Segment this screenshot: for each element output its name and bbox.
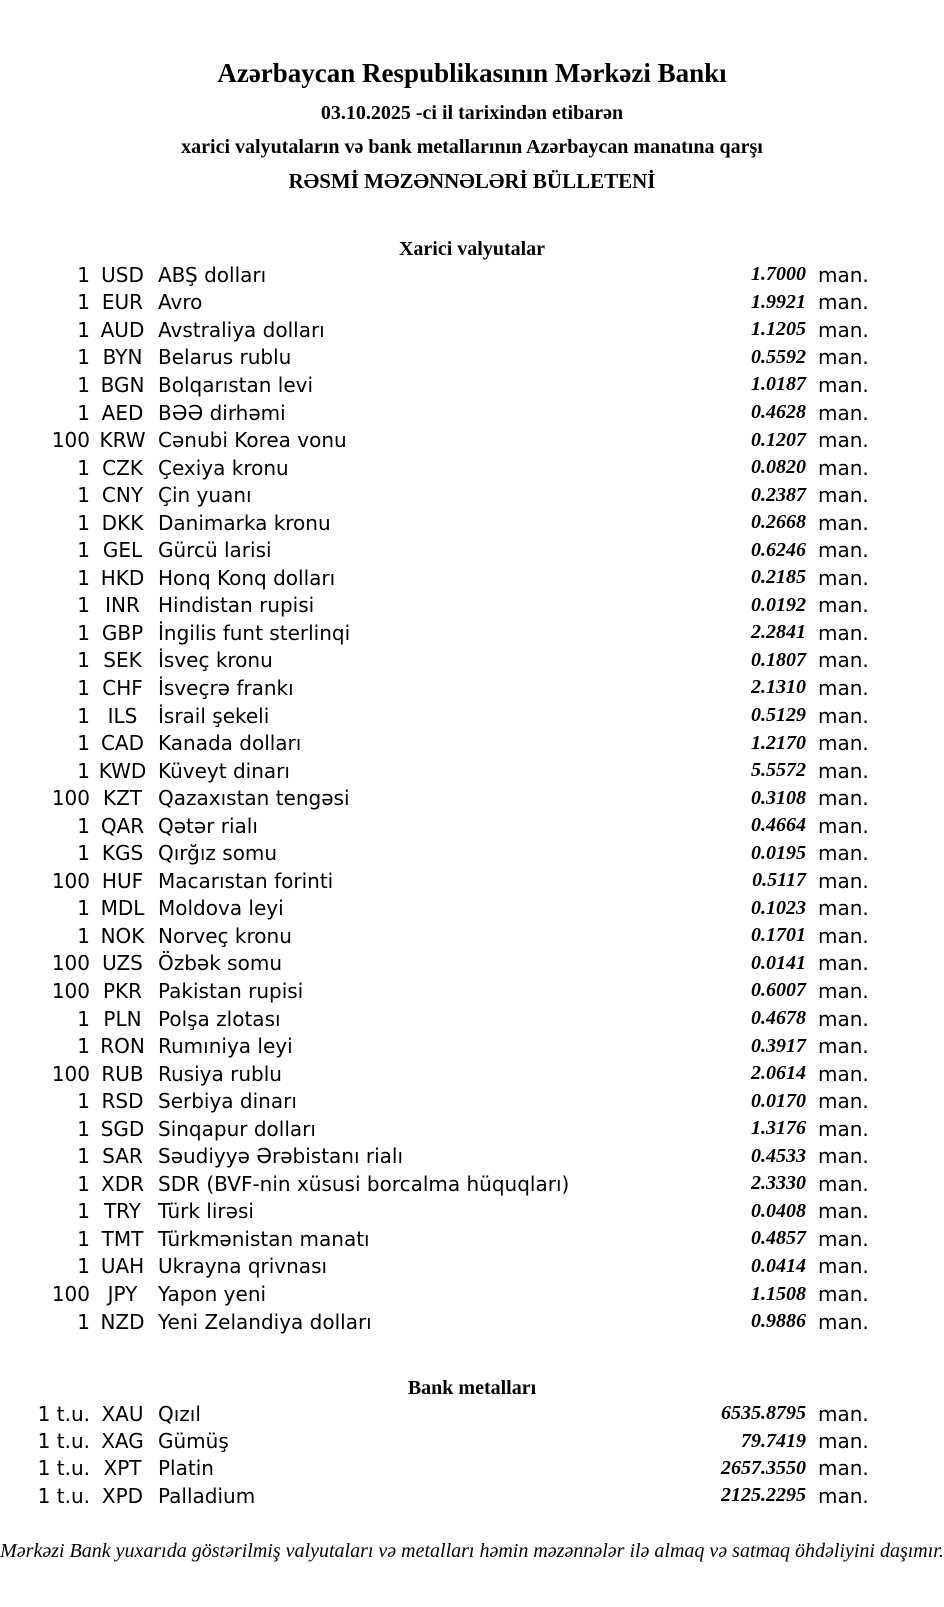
unit-label: man. xyxy=(818,1089,869,1114)
quantity-value: 100 xyxy=(51,868,90,893)
currency-name: Sinqapur dolları xyxy=(158,1116,316,1141)
unit-label: man. xyxy=(818,1429,869,1454)
currency-name: Pakistan rupisi xyxy=(158,978,304,1003)
currency-name: Belarus rublu xyxy=(158,345,292,370)
unit-label: man. xyxy=(818,593,869,618)
currency-name: Norveç kronu xyxy=(158,923,292,948)
unit-label: man. xyxy=(818,951,869,976)
unit-label: man. xyxy=(818,428,869,453)
currency-code: RSD xyxy=(101,1089,144,1114)
rate-value: 0.2185 xyxy=(751,566,806,589)
currency-code: AED xyxy=(101,400,144,425)
rate-value: 2.0614 xyxy=(751,1062,806,1085)
currency-code: PLN xyxy=(103,1006,142,1031)
unit-label: man. xyxy=(818,978,869,1003)
rate-row xyxy=(0,509,944,537)
quantity-value: 100 xyxy=(51,428,90,453)
quantity-value: 1 xyxy=(77,1226,90,1251)
unit-label: man. xyxy=(818,1116,869,1141)
quantity-value: 1 xyxy=(77,1254,90,1279)
unit-label: man. xyxy=(818,400,869,425)
quantity-value: 100 xyxy=(51,951,90,976)
quantity-value: 1 xyxy=(77,703,90,728)
unit-label: man. xyxy=(818,675,869,700)
unit-label: man. xyxy=(818,455,869,480)
currency-code: BYN xyxy=(102,345,143,370)
currency-code: CHF xyxy=(102,675,143,700)
currency-code: KWD xyxy=(98,758,147,783)
currency-name: ABŞ dolları xyxy=(158,262,267,287)
rate-row xyxy=(0,1032,944,1060)
quantity-value: 1 xyxy=(77,758,90,783)
quantity-value: 1 xyxy=(77,841,90,866)
currency-name: Qətər rialı xyxy=(158,813,258,838)
rate-row xyxy=(0,922,944,950)
rate-value: 0.4664 xyxy=(751,814,806,837)
rate-value: 0.0820 xyxy=(751,456,806,479)
rate-row xyxy=(0,454,944,482)
currency-code: CNY xyxy=(101,483,144,508)
currency-name: Türk lirəsi xyxy=(158,1199,254,1224)
currency-name: Honq Konq dolları xyxy=(158,565,336,590)
rate-row xyxy=(0,1427,944,1454)
currency-name: İsveçrə frankı xyxy=(158,675,294,700)
rate-row xyxy=(0,702,944,730)
quantity-value: 100 xyxy=(51,1282,90,1306)
quantity-value: 1 t.u. xyxy=(37,1429,90,1454)
quantity-value: 1 xyxy=(77,565,90,590)
quantity-value: 1 xyxy=(77,896,90,921)
quantity-value: 1 xyxy=(77,455,90,480)
rate-row xyxy=(0,1087,944,1115)
quantity-value: 1 xyxy=(77,923,90,948)
currency-name: Qazaxıstan tengəsi xyxy=(158,786,350,811)
currency-name: İsveç kronu xyxy=(158,648,273,673)
unit-label: man. xyxy=(818,345,869,370)
rate-value: 0.6007 xyxy=(751,979,806,1002)
currency-name: Səudiyyə Ərəbistanı rialı xyxy=(158,1144,404,1169)
currency-code: GEL xyxy=(102,538,143,563)
currency-name: Türkmənistan manatı xyxy=(158,1226,370,1251)
currency-name: Gümüş xyxy=(158,1429,229,1454)
currency-code: KZT xyxy=(102,786,143,811)
unit-label: man. xyxy=(818,538,869,563)
currency-code: ILS xyxy=(107,703,138,728)
unit-label: man. xyxy=(818,1061,869,1086)
rate-row xyxy=(0,564,944,592)
currency-code: USD xyxy=(101,262,144,287)
quantity-value: 1 t.u. xyxy=(37,1401,90,1426)
currency-code: INR xyxy=(105,593,140,618)
rate-value: 0.5592 xyxy=(751,345,806,368)
bulletin-title: RƏSMİ MƏZƏNNƏLƏRİ BÜLLETENİ xyxy=(288,169,656,193)
rate-value: 0.5129 xyxy=(751,704,806,727)
quantity-value: 1 xyxy=(77,510,90,535)
rate-value: 0.6246 xyxy=(751,538,806,561)
metals-table xyxy=(0,1400,944,1510)
rate-value: 6535.8795 xyxy=(721,1402,806,1425)
unit-label: man. xyxy=(818,1171,869,1196)
rate-value: 0.4678 xyxy=(751,1007,806,1030)
unit-label: man. xyxy=(818,565,869,590)
currency-name: Danimarka kronu xyxy=(158,510,331,535)
currency-code: UZS xyxy=(102,951,143,976)
unit-label: man. xyxy=(818,1483,869,1508)
rate-row xyxy=(0,729,944,757)
rate-row xyxy=(0,1143,944,1171)
currency-code: KGS xyxy=(101,841,144,866)
rate-value: 2.1310 xyxy=(751,676,806,699)
rate-value: 2657.3550 xyxy=(721,1456,806,1479)
rate-row xyxy=(0,674,944,702)
unit-label: man. xyxy=(818,1226,869,1251)
quantity-value: 1 xyxy=(77,538,90,563)
currency-code: GBP xyxy=(101,620,144,645)
unit-label: man. xyxy=(818,731,869,756)
disclaimer-note: Mərkəzi Bank yuxarıda göstərilmiş valyutaları və metalları həmin məzənnələr ilə almaq və satmaq öhdəliyini daşımır. xyxy=(0,1540,944,1562)
currency-code: CZK xyxy=(102,455,143,480)
currency-name: Hindistan rupisi xyxy=(158,593,315,618)
currency-code: XPD xyxy=(101,1483,144,1508)
rate-row xyxy=(0,1005,944,1033)
rate-value: 1.9921 xyxy=(751,290,806,313)
currency-name: Cənubi Korea vonu xyxy=(158,428,347,453)
unit-label: man. xyxy=(818,1034,869,1059)
currency-code: XAU xyxy=(101,1401,144,1426)
quantity-value: 1 xyxy=(77,483,90,508)
quantity-value: 1 t.u. xyxy=(37,1456,90,1481)
unit-label: man. xyxy=(818,703,869,728)
metals-section-title: Bank metalları xyxy=(407,1377,537,1399)
rate-row xyxy=(0,867,944,895)
rate-row xyxy=(0,1400,944,1427)
subtitle-line: xarici valyutaların və bank metallarının Azərbaycan manatına qarşı xyxy=(181,136,763,158)
rate-value: 1.2170 xyxy=(751,731,806,754)
currency-code: EUR xyxy=(101,290,144,315)
rate-value: 0.4533 xyxy=(751,1144,806,1167)
currency-code: XPT xyxy=(103,1456,142,1481)
currency-name: SDR (BVF-nin xüsusi borcalma hüquqları) xyxy=(158,1171,570,1196)
rate-value: 0.5117 xyxy=(752,869,806,892)
currency-code: PKR xyxy=(102,978,143,1003)
quantity-value: 1 xyxy=(77,345,90,370)
quantity-value: 1 xyxy=(77,1034,90,1059)
currencies-table xyxy=(0,261,944,1335)
rate-value: 0.0195 xyxy=(751,841,806,864)
currency-name: Küveyt dinarı xyxy=(158,758,290,783)
quantity-value: 1 xyxy=(77,620,90,645)
rate-value: 1.0187 xyxy=(751,373,806,396)
currency-name: Polşa zlotası xyxy=(158,1006,281,1031)
currency-name: Palladium xyxy=(158,1483,256,1508)
currency-name: Avro xyxy=(158,290,203,315)
rate-value: 2125.2295 xyxy=(721,1484,806,1507)
unit-label: man. xyxy=(818,786,869,811)
currency-code: KRW xyxy=(99,428,146,453)
rate-row xyxy=(0,619,944,647)
currency-name: BƏƏ dirhəmi xyxy=(158,400,286,425)
unit-label: man. xyxy=(818,1282,869,1306)
rate-row xyxy=(0,1198,944,1226)
rate-value: 0.2668 xyxy=(751,511,806,534)
rate-row xyxy=(0,426,944,454)
quantity-value: 1 xyxy=(77,400,90,425)
unit-label: man. xyxy=(818,648,869,673)
unit-label: man. xyxy=(818,896,869,921)
quantity-value: 1 xyxy=(77,1199,90,1224)
unit-label: man. xyxy=(818,1456,869,1481)
rate-value: 0.0192 xyxy=(751,593,806,616)
rate-row xyxy=(0,1253,944,1281)
unit-label: man. xyxy=(818,1199,869,1224)
unit-label: man. xyxy=(818,1309,869,1334)
rate-value: 0.3917 xyxy=(751,1034,806,1057)
quantity-value: 1 xyxy=(77,1089,90,1114)
rate-value: 1.7000 xyxy=(751,263,806,286)
currency-name: Yeni Zelandiya dolları xyxy=(158,1309,372,1334)
unit-label: man. xyxy=(818,1254,869,1279)
rate-value: 0.4628 xyxy=(751,401,806,423)
currency-name: İngilis funt sterlinqi xyxy=(158,620,351,645)
currency-name: Kanada dolları xyxy=(158,731,302,756)
currency-code: TMT xyxy=(101,1226,144,1251)
unit-label: man. xyxy=(818,758,869,783)
currency-name: Qızıl xyxy=(158,1401,201,1426)
rate-value: 0.1023 xyxy=(751,896,806,919)
currency-name: Moldova leyi xyxy=(158,896,284,921)
rate-row xyxy=(0,289,944,317)
currency-name: Rumıniya leyi xyxy=(158,1034,293,1059)
currency-code: RON xyxy=(100,1034,145,1059)
unit-label: man. xyxy=(818,923,869,948)
quantity-value: 1 xyxy=(77,317,90,342)
currency-code: AUD xyxy=(100,317,145,342)
unit-label: man. xyxy=(818,1401,869,1426)
rate-row xyxy=(0,977,944,1005)
currency-code: QAR xyxy=(100,813,145,838)
quantity-value: 1 xyxy=(77,262,90,287)
quantity-value: 1 xyxy=(77,1144,90,1169)
rate-row xyxy=(0,812,944,840)
quantity-value: 1 t.u. xyxy=(37,1483,90,1508)
rate-value: 0.2387 xyxy=(751,483,806,506)
rate-value: 0.0141 xyxy=(751,951,806,974)
rate-value: 2.3330 xyxy=(751,1172,806,1195)
unit-label: man. xyxy=(818,372,869,397)
currency-code: BGN xyxy=(100,372,145,397)
rate-row xyxy=(0,344,944,372)
currency-code: SGD xyxy=(100,1116,145,1141)
rate-value: 0.0408 xyxy=(751,1199,806,1222)
currency-name: Özbək somu xyxy=(158,951,282,976)
quantity-value: 1 xyxy=(77,648,90,673)
currency-code: HUF xyxy=(101,868,144,893)
rate-row xyxy=(0,1060,944,1088)
currency-code: SAR xyxy=(102,1144,143,1169)
quantity-value: 1 xyxy=(77,1309,90,1334)
unit-label: man. xyxy=(818,841,869,866)
rate-value: 0.0414 xyxy=(751,1254,806,1277)
rate-row xyxy=(0,1482,944,1509)
rate-row xyxy=(0,1170,944,1198)
rate-row xyxy=(0,1455,944,1482)
rate-row xyxy=(0,1308,944,1336)
rate-row xyxy=(0,399,944,427)
unit-label: man. xyxy=(818,510,869,535)
rate-value: 1.1508 xyxy=(751,1282,806,1305)
rate-value: 1.3176 xyxy=(751,1117,806,1140)
rate-row xyxy=(0,839,944,867)
currency-code: NOK xyxy=(100,923,145,948)
rate-value: 79.7419 xyxy=(741,1429,806,1452)
quantity-value: 1 xyxy=(77,372,90,397)
rate-value: 5.5572 xyxy=(751,759,806,782)
currency-code: JPY xyxy=(107,1282,138,1306)
currency-code: MDL xyxy=(100,896,145,921)
rate-value: 0.1807 xyxy=(751,648,806,671)
rate-value: 0.0170 xyxy=(751,1089,806,1112)
quantity-value: 1 xyxy=(77,1116,90,1141)
unit-label: man. xyxy=(818,813,869,838)
currency-code: SEK xyxy=(103,648,142,673)
currency-code: NZD xyxy=(100,1309,145,1334)
currency-name: Ukrayna qrivnası xyxy=(158,1254,328,1279)
currency-name: İsrail şekeli xyxy=(158,703,270,728)
rate-value: 2.2841 xyxy=(751,621,806,644)
currency-code: CAD xyxy=(100,731,145,756)
currency-code: HKD xyxy=(100,565,145,590)
unit-label: man. xyxy=(818,1006,869,1031)
quantity-value: 100 xyxy=(51,1061,90,1086)
currency-name: Gürcü larisi xyxy=(158,538,272,563)
quantity-value: 1 xyxy=(77,593,90,618)
quantity-value: 1 xyxy=(77,1006,90,1031)
quantity-value: 100 xyxy=(51,786,90,811)
rate-row xyxy=(0,895,944,923)
rate-row xyxy=(0,1280,944,1308)
rate-row xyxy=(0,647,944,675)
quantity-value: 1 xyxy=(77,731,90,756)
currency-name: Rusiya rublu xyxy=(158,1061,282,1086)
rate-row xyxy=(0,950,944,978)
currency-name: Macarıstan forinti xyxy=(158,868,334,893)
unit-label: man. xyxy=(818,620,869,645)
currency-code: TRY xyxy=(103,1199,142,1224)
quantity-value: 100 xyxy=(51,978,90,1003)
unit-label: man. xyxy=(818,1144,869,1169)
rate-row xyxy=(0,1225,944,1253)
currencies-section-title: Xarici valyutalar xyxy=(398,238,546,260)
unit-label: man. xyxy=(818,483,869,508)
rate-row xyxy=(0,784,944,812)
currency-code: DKK xyxy=(101,510,144,535)
rate-row xyxy=(0,261,944,289)
rate-value: 0.1207 xyxy=(751,428,806,451)
currency-code: UAH xyxy=(100,1254,145,1279)
rate-value: 0.1701 xyxy=(751,924,806,947)
rate-value: 0.4857 xyxy=(751,1227,806,1250)
quantity-value: 1 xyxy=(77,813,90,838)
currency-name: Yapon yeni xyxy=(158,1282,267,1306)
currency-name: Çin yuanı xyxy=(158,483,252,508)
currency-name: Avstraliya dolları xyxy=(158,317,325,342)
currency-name: Qırğız somu xyxy=(158,841,278,866)
currency-name: Platin xyxy=(158,1456,214,1481)
rate-row xyxy=(0,371,944,399)
rate-value: 0.3108 xyxy=(751,786,806,809)
unit-label: man. xyxy=(818,317,869,342)
unit-label: man. xyxy=(818,290,869,315)
currency-code: XAG xyxy=(101,1429,144,1454)
rate-row xyxy=(0,536,944,564)
rate-row xyxy=(0,757,944,785)
rate-value: 1.1205 xyxy=(751,318,806,341)
rate-value: 0.9886 xyxy=(751,1310,806,1333)
unit-label: man. xyxy=(818,262,869,287)
quantity-value: 1 xyxy=(77,290,90,315)
rate-row xyxy=(0,592,944,620)
currency-name: Serbiya dinarı xyxy=(158,1089,297,1114)
page-title: Azərbaycan Respublikasının Mərkəzi Bankı xyxy=(217,58,727,88)
rate-row xyxy=(0,1115,944,1143)
currency-name: Bolqarıstan levi xyxy=(158,372,314,397)
rate-row xyxy=(0,316,944,344)
unit-label: man. xyxy=(818,868,869,893)
rate-row xyxy=(0,481,944,509)
effective-date-line: 03.10.2025 -ci il tarixindən etibarən xyxy=(320,102,624,124)
currency-code: XDR xyxy=(101,1171,144,1196)
currency-code: RUB xyxy=(101,1061,144,1086)
quantity-value: 1 xyxy=(77,1171,90,1196)
quantity-value: 1 xyxy=(77,675,90,700)
currency-name: Çexiya kronu xyxy=(158,455,289,480)
